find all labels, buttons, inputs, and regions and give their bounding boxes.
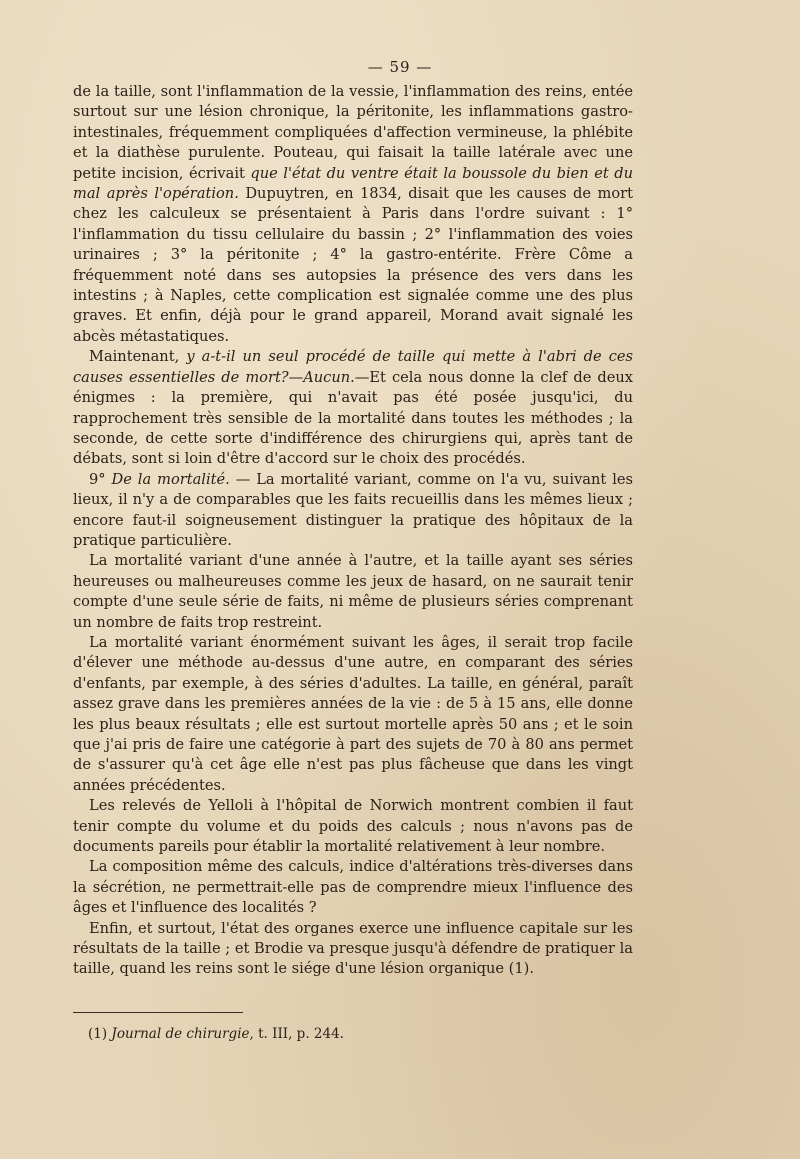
- page-number: — 59 —: [367, 58, 433, 76]
- text-segment: 9°: [89, 470, 112, 488]
- text-segment: La mortalité variant énormément suivant les âges, il serait trop facile d'élever une méthode au-dessus d'une autre, en comparant des séries d'enfants, par exemple, à des séries d'adultes. La taille, en général, paraît assez grave dans les premières années de la vie : de 5 à 15 ans, elle donne les plus beaux résultats ; elle est surtout mortelle après 50 ans ; et le soin que j'ai pris de faire une catégorie à part des sujets de 70 à 80 ans permet de s'assurer qu'à cet âge elle n'est pas plus fâcheuse que dans les vingt années précédentes.: [73, 633, 633, 794]
- text-segment: La mortalité variant d'une année à l'autre, et la taille ayant ses séries heureuses ou malheureuses comme les jeux de hasard, on ne saurait tenir compte d'une seule série de faits, ni même de plusieurs séries comprenant un nombre de faits trop restreint.: [73, 552, 633, 631]
- text-segment: Les relevés de Yelloli à l'hôpital de Norwich montrent combien il faut tenir compte du volume et du poids des calculs ; nous n'avons pas de documents pareils pour établir la mortalité relativement à leur nombre.: [73, 797, 633, 856]
- text-segment: Dupuytren, en 1834, disait que les causes de mort chez les calculeux se présentaient à Paris dans l'ordre suivant : 1° l'inflammation du tissu cellulaire du bassin ; 2° l'inflammation des voies urinaires ; 3° la péritonite ; 4° la gastro-entérite. Frère Côme a fréquemment noté dans ses autopsies la présence des vers dans les intestins ; à Naples, cette complication est signalée comme une des plus graves. Et enfin, déjà pour le grand appareil, Morand avait signalé les abcès métastatiques.: [73, 185, 634, 345]
- footnote-title: Journal de chirurgie: [111, 1026, 250, 1042]
- paragraph: [73, 470, 633, 552]
- text-segment: —Et cela nous donne la clef de deux énigmes : la première, qui n'avait pas été posée jusqu'ici, du rapprochement très sensible de la mortalité dans toutes les méthodes ; la seconde, de cette sorte d'indifférence des chirurgiens qui, après tant de débats, sont si loin d'être d'accord sur le choix des procédés.: [73, 368, 634, 468]
- text-segment: —: [288, 368, 304, 386]
- italic-text: De la mortalité.: [111, 470, 230, 488]
- footnote-reference: , t. III, p. 244.: [249, 1026, 344, 1042]
- footnote: [88, 1026, 344, 1042]
- paragraph: [73, 857, 633, 918]
- body-text: [73, 82, 633, 980]
- paragraph: [73, 347, 633, 469]
- text-segment: de la taille, sont l'inflammation de la vessie, l'inflammation des reins, entée surtout sur une lésion chronique, la péritonite, les inflammations gastro-intestinales, fréquemment compliquées d'affection vermineuse, la phlébite et la diathèse purulente. Pouteau, qui faisait la taille latérale avec une petite incision, écrivait: [73, 83, 633, 182]
- paragraph: [73, 796, 633, 857]
- text-segment: — La mortalité variant, comme on l'a vu, suivant les lieux, il n'y a de comparables que les faits recueillis dans les mêmes lieux ; encore faut-il soigneusement distinguer la pratique des hôpitaux de la pratique particulière.: [73, 470, 634, 549]
- italic-text: que l'état du ventre était la boussole du bien et du mal après l'opération.: [73, 164, 633, 203]
- italic-text: Aucun.: [303, 368, 355, 386]
- footnote-rule: [73, 1012, 243, 1013]
- text-segment: La composition même des calculs, indice d'altérations très-diverses dans la sécrétion, ne permettrait-elle pas de comprendre mieux l'influence des âges et l'influence des localités ?: [73, 858, 633, 917]
- paragraph: [73, 82, 633, 347]
- paragraph: [73, 551, 633, 633]
- text-segment: Maintenant,: [89, 348, 187, 366]
- paragraph: [73, 919, 633, 980]
- text-segment: Enfin, et surtout, l'état des organes exerce une influence capitale sur les résultats de la taille ; et Brodie va presque jusqu'à défendre de pratiquer la taille, quand les reins sont le siége d'une lésion organique (1).: [73, 919, 633, 978]
- paragraph: [73, 633, 633, 796]
- italic-text: y a-t-il un seul procédé de taille qui mette à l'abri de ces causes essentielles de mort?: [73, 348, 633, 386]
- footnote-marker: (1): [88, 1026, 112, 1042]
